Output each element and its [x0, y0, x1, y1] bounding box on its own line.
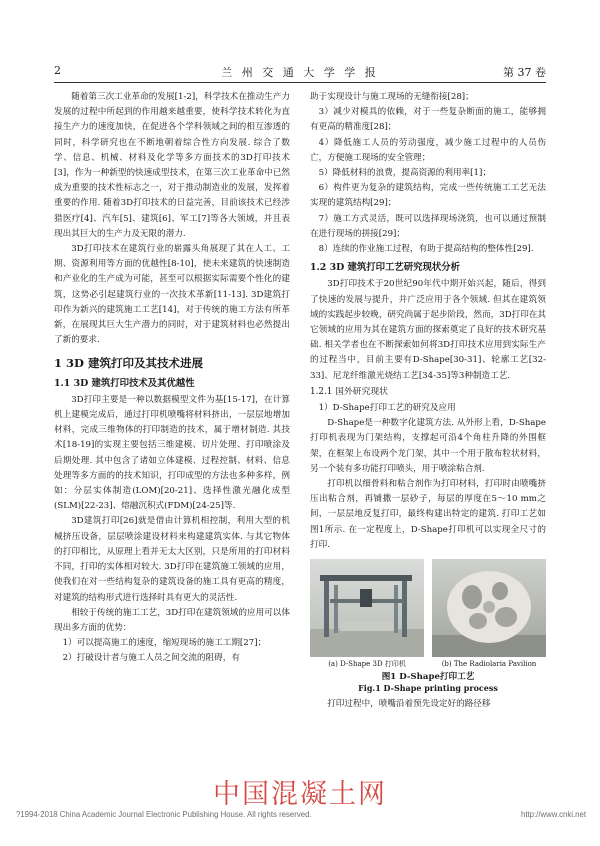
body-paragraph-3d-building: 3D建筑打印[26]就是借由计算机相控制，利用大型的机械挤压设备，层层喷涂建设材料来构建建筑实体. 与其它物体的打印相比，从原理上看并无太大区别，只是所用的打印材料不同，打印的实体相对较大. 3D打印在建筑施工领域的应用，使我们在对一些结构复杂的建筑设备的施工具有更高的精度，对建筑的结构形式进行选择时具有更大的灵活性. [54, 516, 290, 603]
subsubsection-1-2-1-heading: 1.2.1 国外研究现状 [310, 386, 388, 397]
radiolaria-pavilion-photo [432, 559, 546, 657]
header-rule [54, 82, 546, 83]
figure-caption-cn: 图1 D-Shape打印工艺 [381, 672, 475, 683]
figure-panel-a-label: (a) D-Shape 3D 打印机 [328, 660, 406, 669]
page-number: 2 [54, 64, 61, 77]
dshape-item-heading: 1）D-Shape打印工艺的研究及应用 [318, 403, 456, 414]
advantage-item-8: 8）连续的作业施工过程，有助于提高结构的整体性[29]. [318, 244, 534, 255]
footer-url: http://www.cnki.net [520, 810, 586, 819]
page-header [54, 62, 546, 80]
advantage-item-5: 5）降低材料的浪费，提高资源的利用率[1]； [318, 168, 491, 179]
figure-1 [310, 559, 546, 694]
section-1-heading: 1 3D 建筑打印及其技术进展 [54, 356, 203, 371]
body-paragraph-trailing: 打印过程中，喷嘴沿着预先设定好的路径移 [327, 699, 491, 710]
body-paragraph-3d-printing: 3D打印主要是一种以数据模型文件为基[15-17]，在计算机上建模完成后，通过打印机喷嘴将材料挤出，一层层地增加材料，完成三维物体的打印制造的技术，属于增材制造. 其技术[18-19]的实现主要包括三维建模、切片处理、打印喷涂及后期处理. 其中包含了诸如立体建模、过程控制、材料、信息处理等多方面的的技术知识，打印成型的方法也多种多样，例如：分层实体制造(LOM)[20-21]、选择性激光融化成型(SLM)[22-23]、熔融沉积式(FDM)[24-25]等. [54, 394, 290, 512]
intro-paragraph-1: 随着第三次工业革命的发展[1-2]，科学技术在推动生产力发展的过程中所起到的作用越来越重要，使科学技术转化为直接生产力的速度加快，在促进各个学科领域之间的相互渗透的同时，科学研究也在不断地朝着综合性方向发展. 综合了数学、信息、机械、材料及化学等多方面技术的3D打印技术[3]，作为一种新型的快速成型技术，在第三次工业革命中已然成为重要的技术性标志之一，对于推动制造业的发展，发挥着重要的作用. 随着3D打印技术的日益完善，目前该技术已经涉猎医疗[4]、汽车[5]、建筑[6]、军工[7]等各大领域，并且表现出其巨大的生产力及无限的潜力. [54, 92, 290, 239]
intro-paragraph-2: 3D打印技术在建筑行业的崭露头角展现了其在人工、工期、资源利用等方面的优越性[8-10]，使未来建筑的快速制造和产业化的生产成为可能，甚至可以根据实际需要个性化的建筑，这势必引起建筑行业的一次技术革新[11-13]. 3D建筑打印作为新兴的建筑施工工艺[14]，对于传统的施工方法有所革新，在展现其巨大生产潜力的同时，对于建筑材料也必然提出了新的要求. [54, 244, 290, 346]
body-paragraph-advantages-intro: 相较于传统的施工工艺，3D打印在建筑领域的应用可以体现出多方面的优势： [54, 607, 290, 633]
advantage-item-1: 1）可以提高施工的速度，缩短现场的施工工期[27]； [62, 638, 267, 649]
right-column [310, 90, 546, 712]
copyright-notice: ?1994-2018 China Academic Journal Electronic Publishing House. All rights reserved. [16, 810, 312, 819]
advantage-item-4: 4）降低施工人员的劳动强度，减少施工过程中的人员伤亡，方便施工现场的安全管理； [310, 137, 546, 163]
dshape-printer-photo [310, 559, 424, 657]
volume-label: 第 37 卷 [503, 66, 546, 79]
watermark: 中国混凝土网 [213, 779, 387, 810]
figure-panel-b-label: (b) The Radiolaria Pavilion [441, 660, 537, 669]
figure-panel-a [310, 559, 424, 669]
subsection-1-1-heading: 1.1 3D 建筑打印技术及其优越性 [54, 377, 195, 389]
body-paragraph-dshape-1: D-Shape是一种数字化建筑方法. 从外形上看，D-Shape打印机表现为门架结构，支撑起可沿4个角柱升降的外围框架，在框架上布设两个龙门架，其中一个用于散布粒状材料，另一个装有多功能打印喷头，用于喷涂粘合剂. [310, 418, 546, 474]
advantage-item-6: 6）构件更为复杂的建筑结构，完成一些传统施工工艺无法实现的建筑结构[29]； [310, 183, 546, 209]
page-footer [0, 810, 600, 822]
advantage-item-2: 2）打破设计者与施工人员之间交流的阻碍，有 [62, 653, 240, 664]
advantage-item-7: 7）施工方式灵活，既可以选择现场浇筑，也可以通过预制在进行现场的拼接[29]； [310, 213, 546, 239]
left-column [54, 90, 290, 667]
journal-title: 兰 州 交 通 大 学 学 报 [221, 66, 379, 79]
subsection-1-2-heading: 1.2 3D 建筑打印工艺研究现状分析 [310, 262, 460, 274]
advantage-item-2-continued: 助于实现设计与施工现场的无缝衔接[28]； [310, 92, 474, 102]
figure-caption-en: Fig.1 D-Shape printing process [358, 683, 498, 694]
body-paragraph-research-status: 3D打印技术于20世纪90年代中期开始兴起，随后，得到了快速的发展与提升，并广泛应用于各个领域. 但其在建筑领域的实践起步较晚，研究尚属于起步阶段，然而，3D打印在其它领域的应用为其在建筑方面的探索奠定了良好的技术研究基础. 相关学者也在不断探索如何将3D打印技术应用到实际生产的过程当中，目前主要有D-Shape[30-31]、轮廓工艺[32-33]、尼龙纤维激光烧结工艺[34-35]等3种制造工艺. [310, 279, 546, 381]
advantage-item-3: 3）减少对模具的依赖，对于一些复杂断面的施工，能够拥有更高的精准度[28]； [310, 107, 546, 133]
body-paragraph-dshape-2: 打印机以细骨料和粘合剂作为打印材料，打印时由喷嘴挤压出粘合剂，再铺撒一层砂子，每层的厚度在5～10 mm之间，一层层地反复打印，最终构建出特定的建筑. 打印工艺如图1所示. 在一定程度上，D-Shape打印机可以实现全尺寸的打印. [310, 479, 546, 550]
figure-panel-b [432, 559, 546, 669]
